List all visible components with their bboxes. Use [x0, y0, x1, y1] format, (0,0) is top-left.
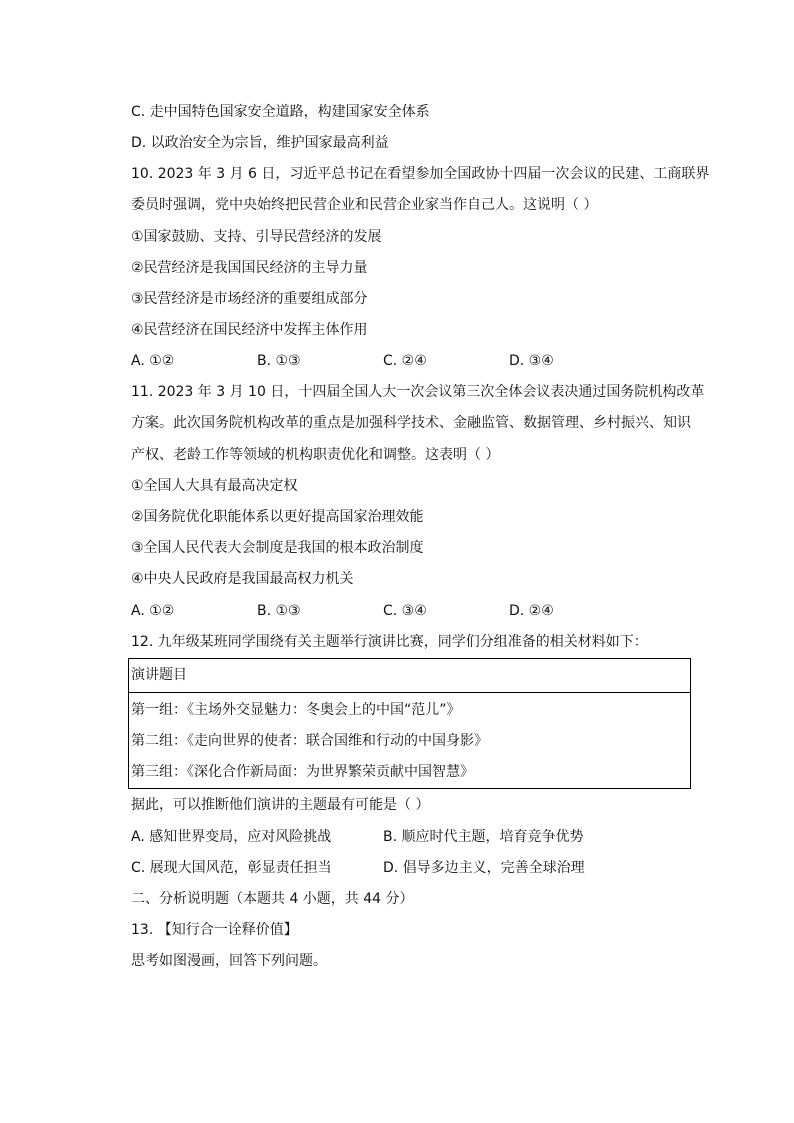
- q11-stem-line-3: 产权、老龄工作等领域的机构职责优化和调整。这表明（ ）: [131, 447, 500, 463]
- q11-statement-1: ①全国人大具有最高决定权: [131, 478, 298, 494]
- q11-statement-3: ③全国人民代表大会制度是我国的根本政治制度: [131, 540, 424, 556]
- q10-statement-3: ③民营经济是市场经济的重要组成部分: [131, 291, 368, 307]
- q9-option-c: C. 走中国特色国家安全道路，构建国家安全体系: [131, 104, 430, 120]
- q10-statement-4: ④民营经济在国民经济中发挥主体作用: [131, 322, 368, 338]
- table-header-row: [129, 659, 690, 693]
- q12-question: 据此，可以推断他们演讲的主题最有可能是（ ）: [131, 797, 430, 813]
- q13-instruction: 思考如图漫画，回答下列问题。: [131, 953, 327, 969]
- q12-option-a: A. 感知世界变局，应对风险挑战: [131, 829, 332, 845]
- q10-option-d: D. ③④: [509, 353, 554, 369]
- table-header-cell: 演讲题目: [131, 667, 187, 683]
- table-row: 第三组：《深化合作新局面：为世界繁荣贡献中国智慧》: [131, 764, 474, 780]
- q9-option-d: D. 以政治安全为宗旨，维护国家最高利益: [131, 135, 389, 151]
- q11-statement-4: ④中央人民政府是我国最高权力机关: [131, 571, 354, 587]
- q12-option-b: B. 顺应时代主题，培育竞争优势: [383, 829, 584, 845]
- section-heading: 二、分析说明题（本题共 4 小题，共 44 分）: [131, 891, 414, 907]
- q10-stem-line-1: 10. 2023 年 3 月 6 日，习近平总书记在看望参加全国政协十四届一次会议的民建、工商联界: [131, 166, 710, 182]
- q10-statement-1: ①国家鼓励、支持、引导民营经济的发展: [131, 229, 382, 245]
- q11-option-c: C. ③④: [383, 603, 427, 619]
- q11-stem-line-1: 11. 2023 年 3 月 10 日，十四届全国人大一次会议第三次全体会议表决通过国务院机构改革: [131, 384, 705, 400]
- table-row: 第二组：《走向世界的使者：联合国维和行动的中国身影》: [131, 733, 488, 749]
- q13-title: 13. 【知行合一诠释价值】: [131, 922, 298, 938]
- q10-statement-2: ②民营经济是我国国民经济的主导力量: [131, 260, 368, 276]
- q12-option-d: D. 倡导多边主义，完善全球治理: [383, 860, 585, 876]
- q11-statement-2: ②国务院优化职能体系以更好提高国家治理效能: [131, 509, 424, 525]
- q11-stem-line-2: 方案。此次国务院机构改革的重点是加强科学技术、金融监管、数据管理、乡村振兴、知识: [131, 415, 691, 431]
- q10-option-b: B. ①③: [257, 353, 301, 369]
- q10-option-a: A. ①②: [131, 353, 175, 369]
- table-row: 第一组：《主场外交显魅力：冬奥会上的中国“范儿”》: [131, 702, 461, 718]
- q10-stem-line-2: 委员时强调，党中央始终把民营企业和民营企业家当作自己人。这说明（ ）: [131, 197, 598, 213]
- q11-option-d: D. ②④: [509, 603, 554, 619]
- q12-option-c: C. 展现大国风范，彰显责任担当: [131, 860, 332, 876]
- q11-option-b: B. ①③: [257, 603, 301, 619]
- q12-stem: 12. 九年级某班同学围绕有关主题举行演讲比赛，同学们分组准备的相关材料如下：: [131, 634, 648, 650]
- q11-option-a: A. ①②: [131, 603, 175, 619]
- q10-option-c: C. ②④: [383, 353, 427, 369]
- speech-topics-table: [128, 658, 691, 789]
